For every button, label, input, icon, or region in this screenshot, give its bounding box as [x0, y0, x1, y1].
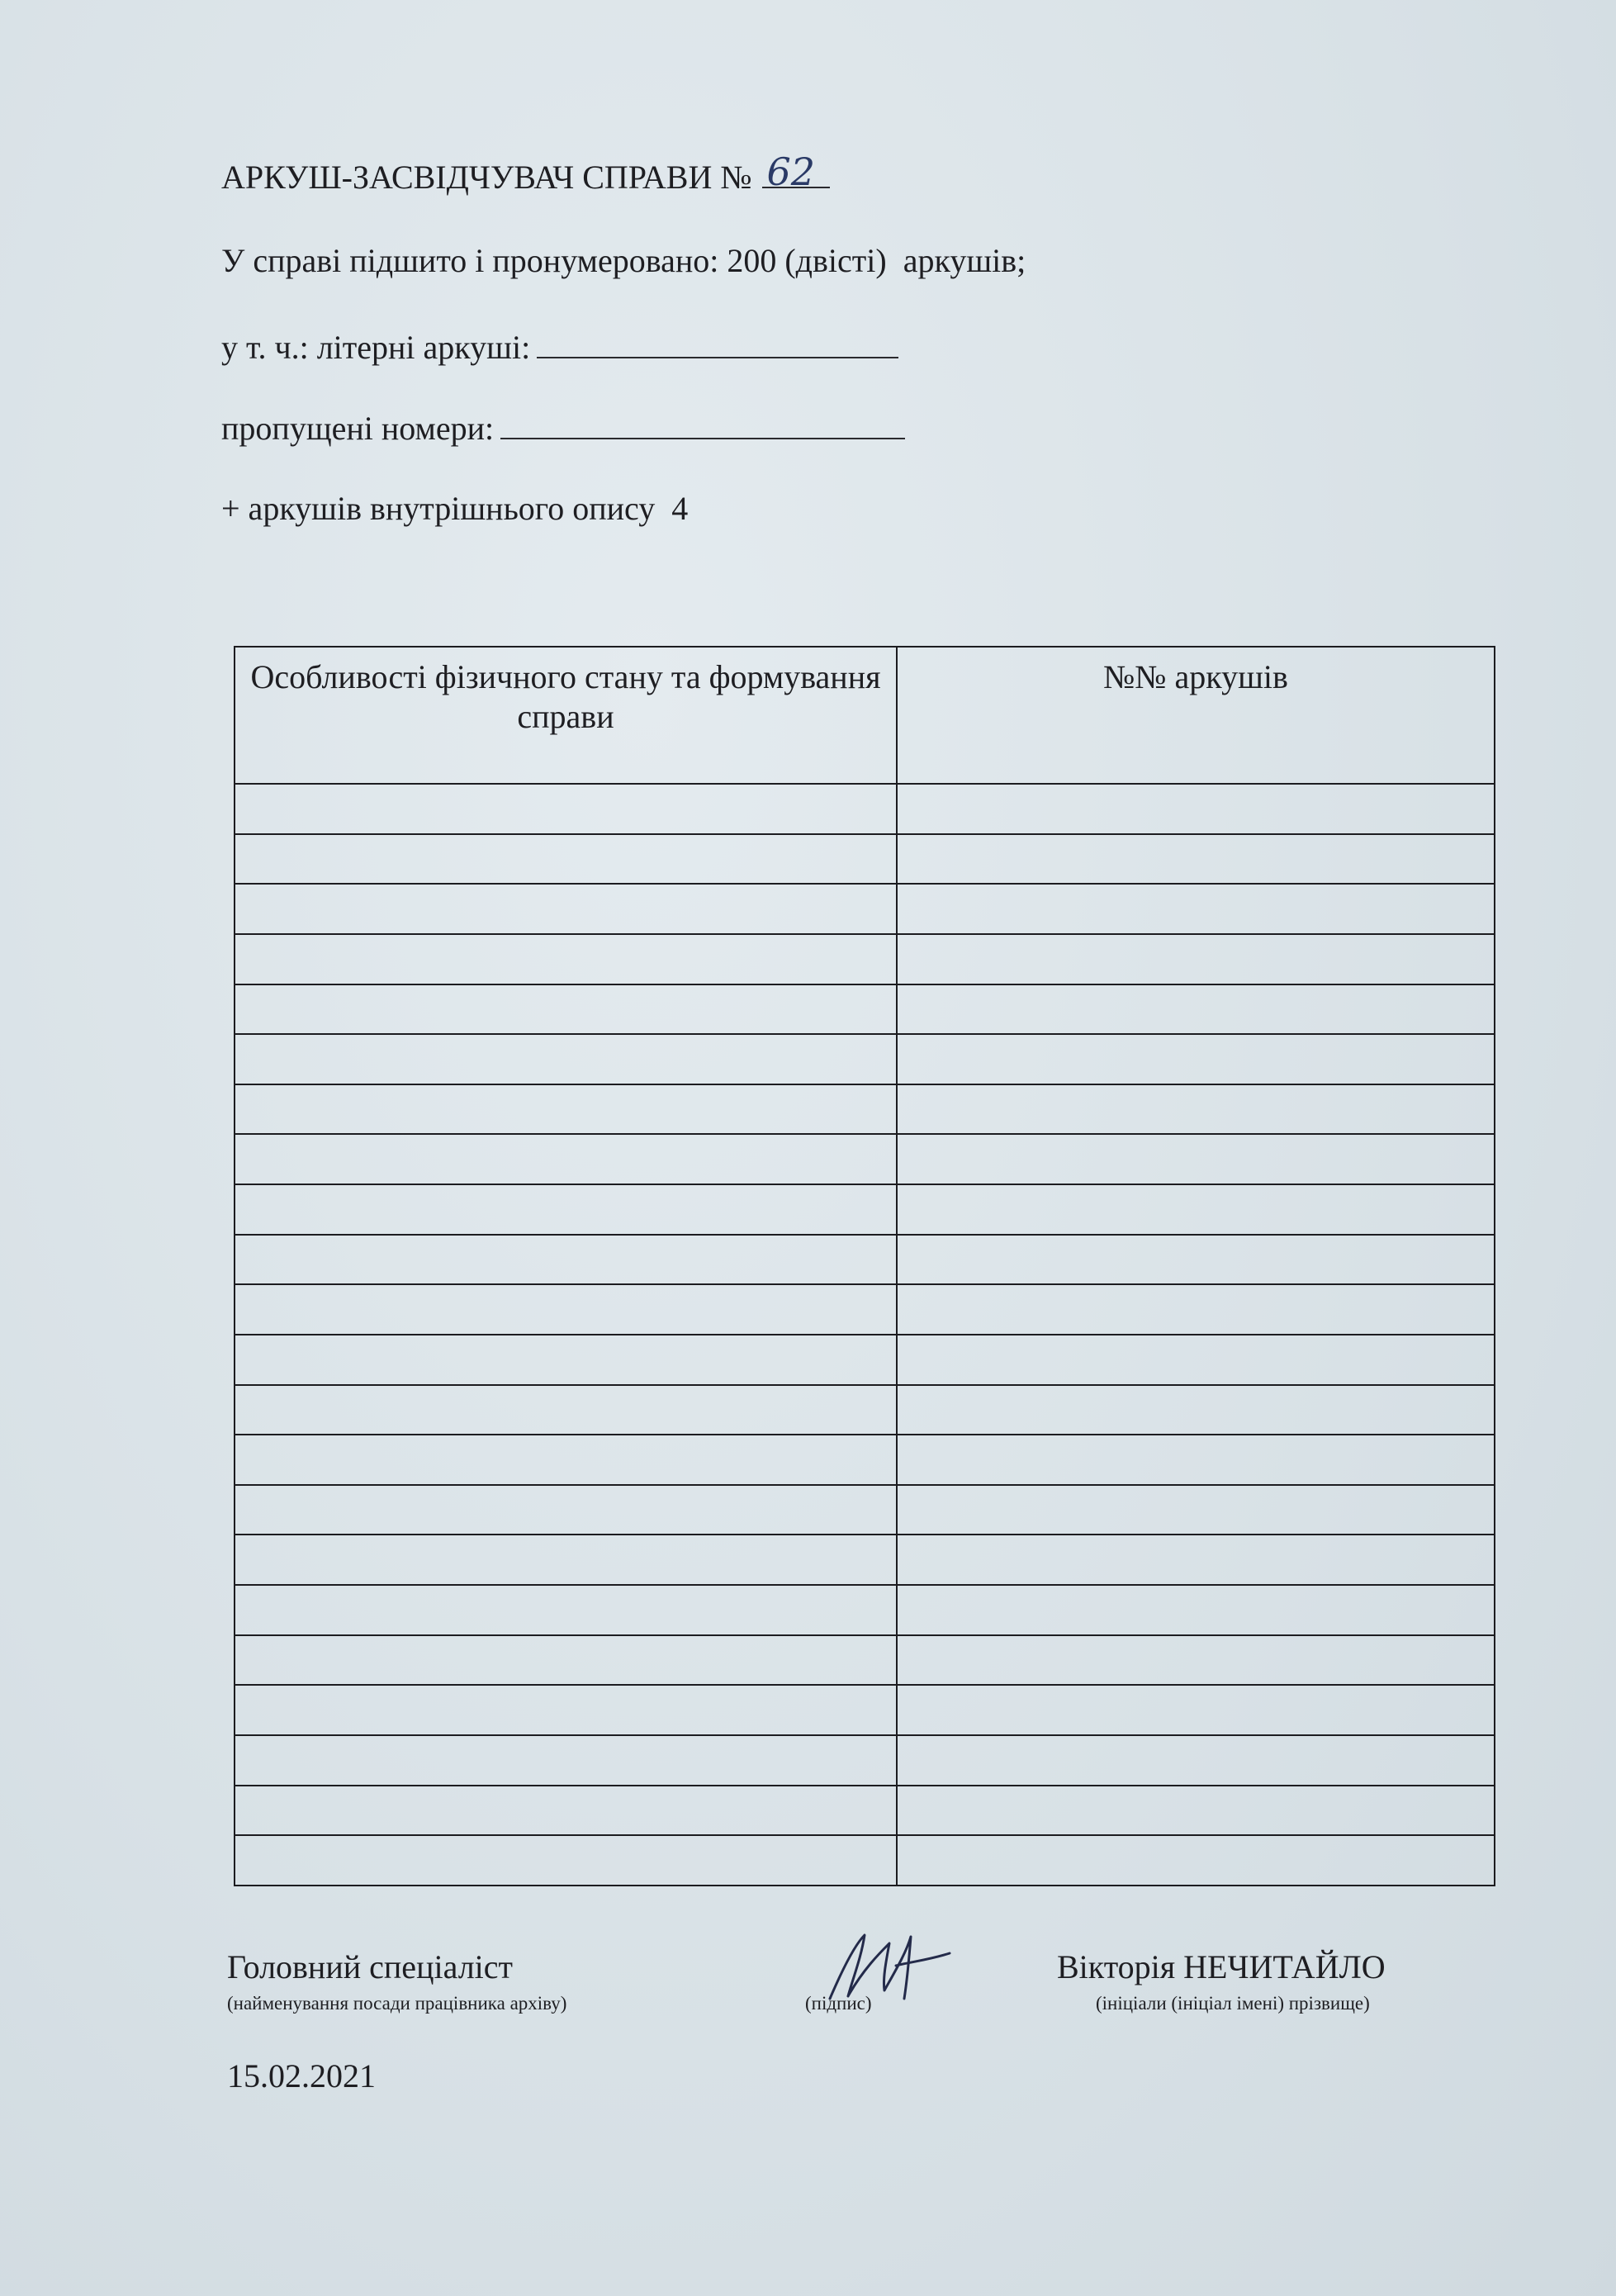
case-number-handwritten: 62 [766, 149, 816, 194]
case-number-field [762, 149, 830, 194]
table-row [235, 1435, 1495, 1485]
name-caption: (ініціали (ініціал імені) прізвище) [1096, 1993, 1370, 2014]
table-row [235, 1184, 1495, 1235]
physical-state-cell [235, 1134, 897, 1184]
sheet-numbers-cell [897, 1385, 1495, 1435]
physical-state-cell [235, 1635, 897, 1686]
sheet-numbers-cell [897, 934, 1495, 984]
table-body [235, 784, 1495, 1886]
sheet-numbers-cell [897, 1134, 1495, 1184]
physical-state-cell [235, 1485, 897, 1535]
physical-state-cell [235, 1435, 897, 1485]
sheet-numbers-cell [897, 1685, 1495, 1735]
physical-state-cell [235, 834, 897, 885]
sheet-numbers-cell [897, 834, 1495, 885]
table-row [235, 1034, 1495, 1084]
table-row [235, 1235, 1495, 1285]
letter-sheets-line [221, 327, 898, 368]
physical-state-cell [235, 1385, 897, 1435]
physical-state-cell [235, 1084, 897, 1135]
col-header-sheet-numbers: №№ аркушів [897, 647, 1495, 784]
table-row [235, 834, 1495, 885]
sheets-total-line: У справі підшито і пронумеровано: 200 (двісті) аркушів; [221, 242, 1026, 279]
sheet-numbers-cell [897, 1535, 1495, 1585]
sheet-numbers-cell [897, 1235, 1495, 1285]
letter-sheets-blank [537, 327, 898, 358]
physical-state-cell [235, 784, 897, 834]
physical-state-cell [235, 1535, 897, 1585]
sheet-numbers-cell [897, 1034, 1495, 1084]
table-row [235, 1335, 1495, 1385]
table-row [235, 1485, 1495, 1535]
table-row [235, 1134, 1495, 1184]
employee-name: Вікторія НЕЧИТАЙЛО [1057, 1948, 1386, 1985]
missing-numbers-label: пропущені номери: [221, 410, 495, 447]
sheet-numbers-cell [897, 784, 1495, 834]
physical-state-cell [235, 1685, 897, 1735]
table-row [235, 1786, 1495, 1836]
sheet-numbers-cell [897, 1585, 1495, 1635]
physical-state-cell [235, 984, 897, 1035]
letter-sheets-label: у т. ч.: літерні аркуші: [221, 329, 531, 366]
sheet-numbers-cell [897, 1335, 1495, 1385]
title-prefix: АРКУШ-ЗАСВІДЧУВАЧ СПРАВИ № [221, 159, 752, 196]
position-title: Головний спеціаліст [227, 1948, 513, 1985]
table-row [235, 1585, 1495, 1635]
col-header-physical-state: Особливості фізичного стану та формування справи [235, 647, 897, 784]
sheet-numbers-cell [897, 884, 1495, 934]
missing-numbers-line [221, 408, 905, 448]
sheet-numbers-cell [897, 1786, 1495, 1836]
sheet-numbers-cell [897, 1485, 1495, 1535]
table-row [235, 984, 1495, 1035]
physical-state-cell [235, 1184, 897, 1235]
table-row [235, 1635, 1495, 1686]
sheet-numbers-cell [897, 1735, 1495, 1786]
table-row [235, 784, 1495, 834]
sheet-numbers-cell [897, 1635, 1495, 1686]
table-row [235, 1835, 1495, 1886]
table-row [235, 1084, 1495, 1135]
physical-state-cell [235, 884, 897, 934]
document-date: 15.02.2021 [227, 2057, 376, 2094]
physical-state-table [234, 646, 1495, 1886]
sheet-numbers-cell [897, 1184, 1495, 1235]
physical-state-cell [235, 1835, 897, 1886]
physical-state-cell [235, 1034, 897, 1084]
table-header-row [235, 647, 1495, 784]
physical-state-cell [235, 1235, 897, 1285]
document-title [221, 149, 830, 197]
sheet-numbers-cell [897, 984, 1495, 1035]
physical-state-cell [235, 1786, 897, 1836]
physical-state-cell [235, 934, 897, 984]
sheet-numbers-cell [897, 1835, 1495, 1886]
position-caption: (найменування посади працівника архіву) [227, 1993, 567, 2014]
table-row [235, 1685, 1495, 1735]
sheet-numbers-cell [897, 1084, 1495, 1135]
table-row [235, 934, 1495, 984]
table-row [235, 1284, 1495, 1335]
missing-numbers-blank [500, 408, 905, 439]
signature-caption: (підпис) [805, 1993, 872, 2014]
physical-state-cell [235, 1735, 897, 1786]
sheet-numbers-cell [897, 1284, 1495, 1335]
table-row [235, 884, 1495, 934]
physical-state-cell [235, 1284, 897, 1335]
sheet-numbers-cell [897, 1435, 1495, 1485]
table-row [235, 1535, 1495, 1585]
internal-inventory-line: + аркушів внутрішнього опису 4 [221, 490, 689, 527]
physical-state-cell [235, 1585, 897, 1635]
physical-state-cell [235, 1335, 897, 1385]
table-row [235, 1385, 1495, 1435]
table-row [235, 1735, 1495, 1786]
